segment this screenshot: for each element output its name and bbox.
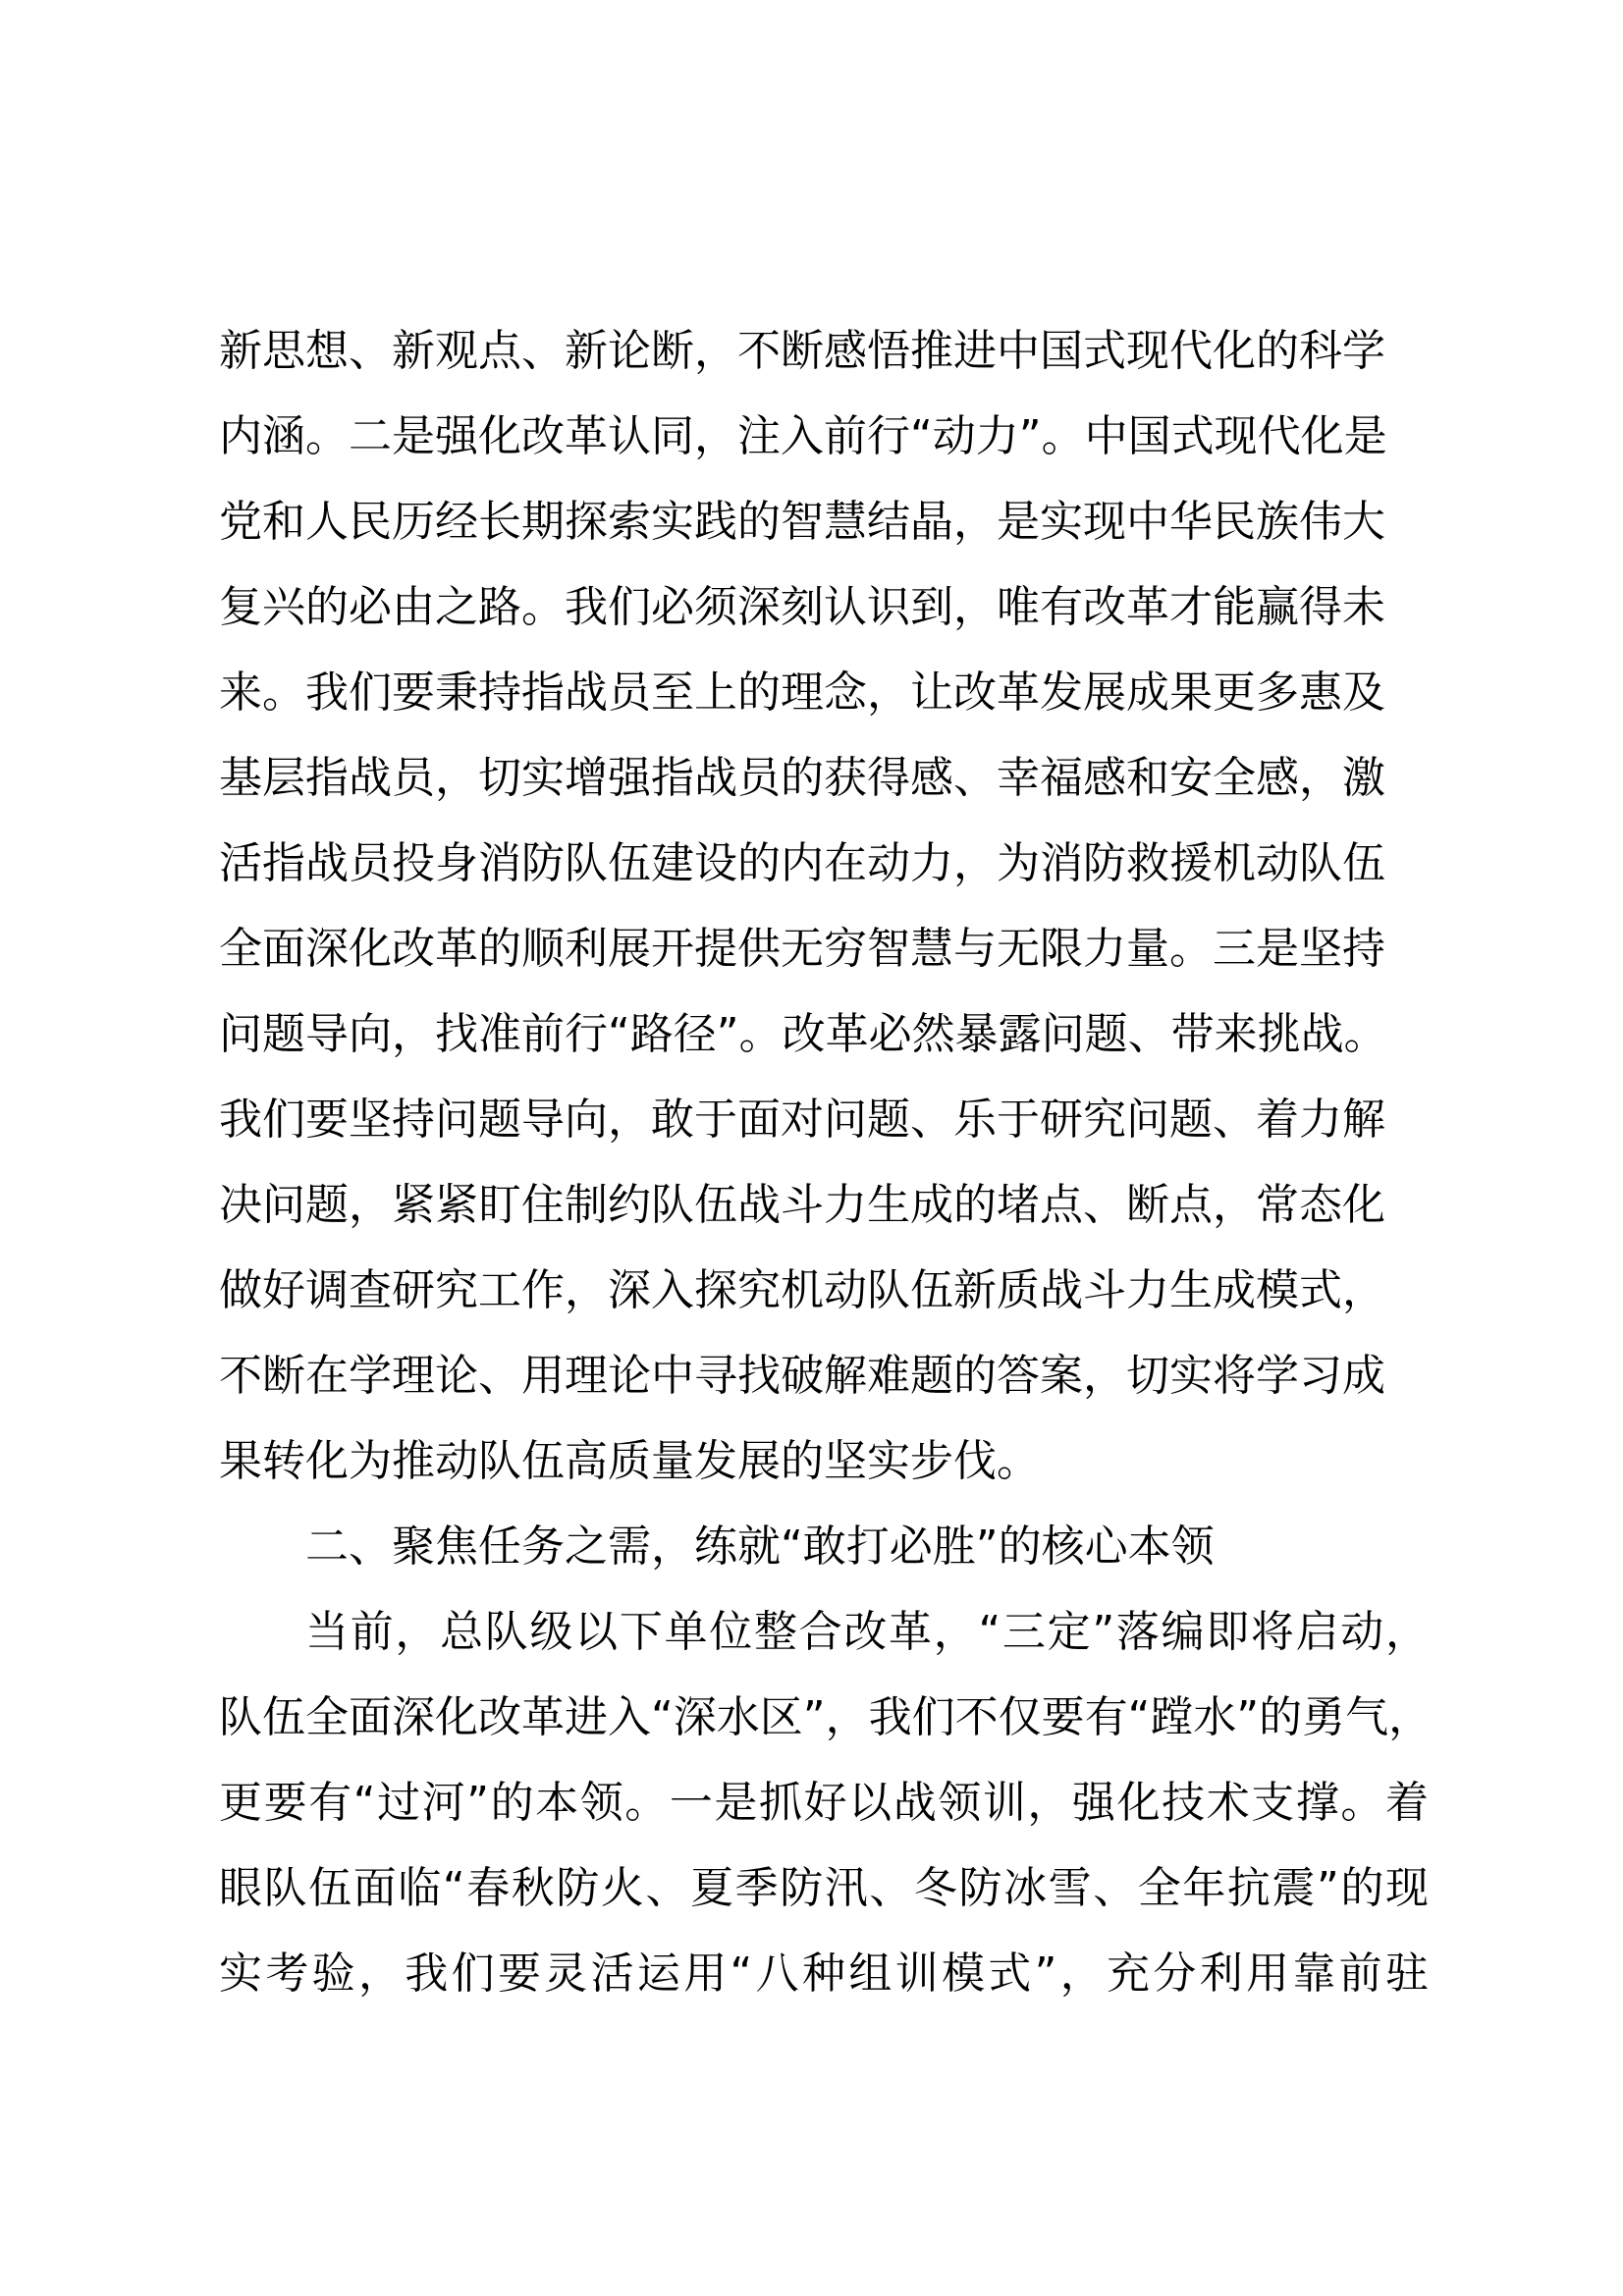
text-line: 实考验，我们要灵活运用“八种组训模式”，充分利用靠前驻 (219, 1949, 1429, 1999)
paragraph-first-line: 当前，总队级以下单位整合改革，“三定”落编即将启动， (305, 1607, 1429, 1657)
text-line: 做好调查研究工作，深入探究机动队伍新质战斗力生成模式， (219, 1265, 1385, 1315)
text-line: 更要有“过河”的本领。一是抓好以战领训，强化技术支撑。着 (219, 1778, 1429, 1828)
text-line: 新思想、新观点、新论断，不断感悟推进中国式现代化的科学 (219, 326, 1385, 376)
text-line: 党和人民历经长期探索实践的智慧结晶，是实现中华民族伟大 (219, 497, 1385, 547)
text-line: 队伍全面深化改革进入“深水区”，我们不仅要有“蹚水”的勇气， (219, 1692, 1433, 1742)
text-line: 问题导向，找准前行“路径”。改革必然暴露问题、带来挑战。 (219, 1009, 1387, 1059)
text-line: 全面深化改革的顺利展开提供无穷智慧与无限力量。三是坚持 (219, 924, 1385, 974)
text-line: 内涵。二是强化改革认同，注入前行“动力”。中国式现代化是 (219, 411, 1387, 461)
text-line: 眼队伍面临“春秋防火、夏季防汛、冬防冰雪、全年抗震”的现 (219, 1863, 1429, 1913)
document-body (219, 308, 1433, 2016)
text-line: 复兴的必由之路。我们必须深刻认识到，唯有改革才能赢得未 (219, 582, 1385, 632)
text-line: 基层指战员，切实增强指战员的获得感、幸福感和安全感，激 (219, 753, 1385, 803)
text-line: 果转化为推动队伍高质量发展的坚实步伐。 (219, 1436, 1040, 1486)
text-line: 不断在学理论、用理论中寻找破解难题的答案，切实将学习成 (219, 1351, 1385, 1401)
section-heading: 二、聚焦任务之需，练就“敢打必胜”的核心本领 (305, 1522, 1215, 1572)
text-line: 来。我们要秉持指战员至上的理念，让改革发展成果更多惠及 (219, 667, 1385, 718)
text-line: 活指战员投身消防队伍建设的内在动力，为消防救援机动队伍 (219, 838, 1385, 888)
text-line: 决问题，紧紧盯住制约队伍战斗力生成的堵点、断点，常态化 (219, 1180, 1385, 1230)
text-line: 我们要坚持问题导向，敢于面对问题、乐于研究问题、着力解 (219, 1095, 1385, 1145)
